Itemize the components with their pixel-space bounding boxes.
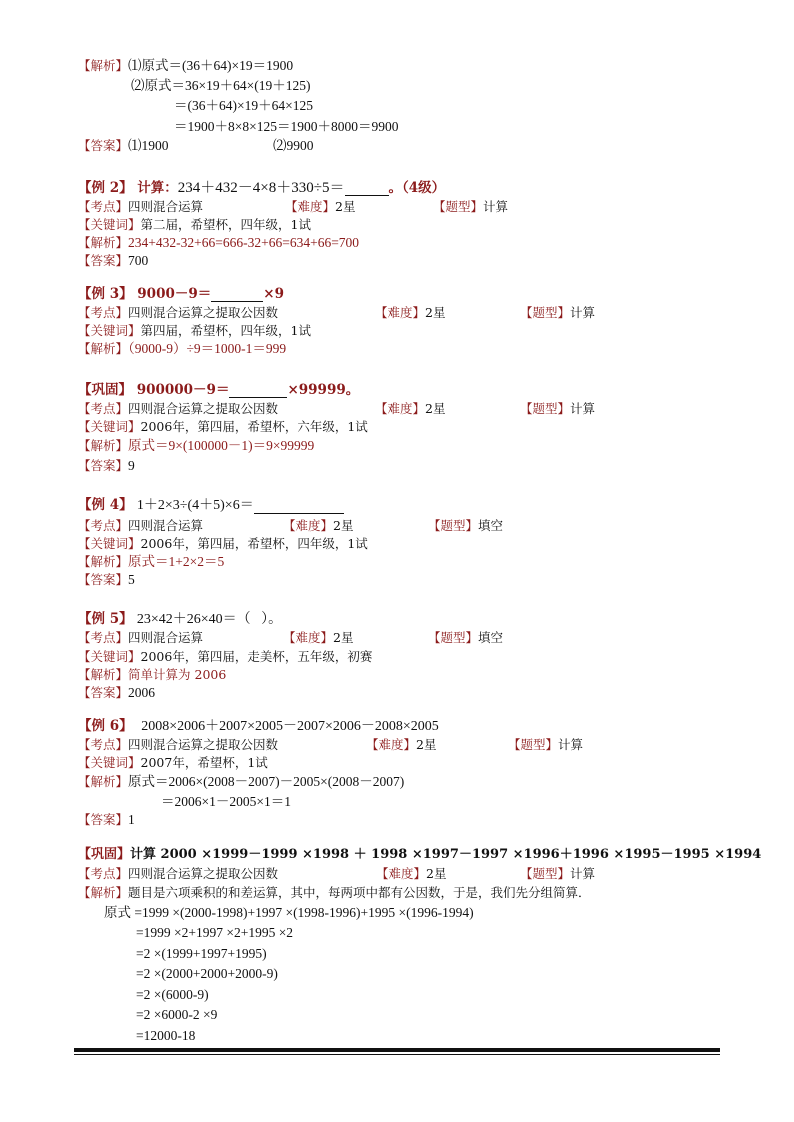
ex5-nandu [283,630,353,646]
ex4-nandu [283,518,353,534]
ex6-answer: 1 [128,812,135,827]
tixing-tag: 【题型】 [433,199,484,214]
ex4-keywords: 2006年，第四届，希望杯，四年级，1试 [140,536,368,551]
tixing-tag: 【题型】 [520,305,571,320]
ex6-analysis-1: 原式＝2006×(2008－2007)－2005×(2008－2007) [128,774,405,789]
gg2-step: 原式 =1999 ×(2000-1998)+1997 ×(1998-1996)+1995 ×(1996-1994) [104,905,474,920]
gg2-nandu [376,866,446,882]
gg1-keywords: 2006年，第四届，希望杯，六年级，1试 [140,419,368,434]
ex3-heading [78,286,284,302]
gg1-analysis-line [78,438,314,454]
ex3-nandu-value: 2星 [425,305,446,320]
nandu-tag: 【难度】 [366,737,417,752]
tixing-tag: 【题型】 [428,518,479,533]
footer-rule-thick [74,1048,720,1052]
tixing-tag: 【题型】 [520,866,571,881]
gg1-answer-blank [229,385,287,398]
ex4-answer-blank [254,501,344,514]
analysis-tag: 【解析】 [78,438,129,453]
ex3-kaodian: 四则混合运算之提取公因数 [128,305,279,320]
ex3-analysis: （9000-9）÷9＝1000-1＝999 [128,341,287,356]
kaodian-tag: 【考点】 [78,518,129,533]
ex6-nandu-value: 2星 [416,737,437,752]
ex2-label: 【例 2】 计算： [78,180,178,196]
ex5-answer: 2006 [128,685,156,700]
s1-analysis-line-1 [78,58,293,74]
keywords-tag: 【关键词】 [78,755,141,770]
gg2-step: =1999 ×2+1997 ×2+1995 ×2 [136,925,294,940]
analysis-tag: 【解析】 [78,341,129,356]
ex2-nandu [285,199,355,215]
gg2-heading [78,847,761,863]
ex3-suffix: ×9 [263,286,284,302]
analysis-tag: 【解析】 [78,58,129,73]
ex6-kaodian-line [78,737,278,753]
analysis-tag: 【解析】 [78,885,129,900]
ex4-tixing [428,518,503,534]
answer-tag: 【答案】 [78,685,129,700]
ex6-analysis-2: ＝2006×1－2005×1＝1 [161,794,291,809]
gg2-analysis-line [78,885,591,901]
gg2-title: 计算 2000 ×1999－1999 ×1998 ＋ 1998 ×1997－1997 ×1996＋1996 ×1995－1995 ×1994 [130,847,762,862]
gg2-step: =12000-18 [136,1028,196,1043]
gg2-nandu-value: 2星 [426,866,447,881]
ex6-answer-line [78,812,135,828]
ex2-analysis: 234+432-32+66=666-32+66=634+66=700 [128,235,360,250]
analysis-tag: 【解析】 [78,554,129,569]
s1-answer-line [78,138,169,154]
s1-step-4: ＝1900＋8×8×125＝1900＋8000＝9900 [174,119,399,134]
ex3-nandu [375,305,445,321]
ex4-keywords-line [78,536,368,552]
ex2-answer-line [78,253,148,269]
keywords-tag: 【关键词】 [78,217,141,232]
gg1-suffix: ×99999。 [287,382,360,398]
kaodian-tag: 【考点】 [78,401,129,416]
ex2-analysis-line [78,235,359,251]
footer-rule-thin [74,1054,720,1055]
gg1-label: 【巩固】 900000－9＝ [78,382,230,398]
keywords-tag: 【关键词】 [78,323,141,338]
ex6-nandu [366,737,436,753]
gg2-kaodian: 四则混合运算之提取公因数 [128,866,279,881]
ex2-kaodian-line [78,199,203,215]
gg1-answer-line [78,458,135,474]
kaodian-tag: 【考点】 [78,199,129,214]
s1-answer-a: ⑴1900 [128,138,169,153]
ex5-keywords: 2006年，第四届，走美杯，五年级，初赛 [140,649,373,664]
ex4-answer-line [78,572,135,588]
s1-answer-b: ⑵9900 [273,138,314,153]
gg1-tixing [520,401,595,417]
nandu-tag: 【难度】 [285,199,336,214]
kaodian-tag: 【考点】 [78,305,129,320]
keywords-tag: 【关键词】 [78,536,141,551]
ex4-kaodian: 四则混合运算 [128,518,204,533]
keywords-tag: 【关键词】 [78,419,141,434]
gg2-step: =2 ×(6000-9) [136,987,209,1002]
ex4-label: 【例 4】 [78,497,133,513]
ex3-tixing [520,305,595,321]
gg2-step: =2 ×6000-2 ×9 [136,1007,218,1022]
s1-step-3: ＝(36＋64)×19＋64×125 [174,98,313,113]
ex5-analysis-line [78,667,226,683]
ex6-heading [78,718,439,735]
ex2-answer: 700 [128,253,149,268]
ex2-tixing-value: 计算 [483,199,509,214]
gg1-kaodian: 四则混合运算之提取公因数 [128,401,279,416]
gg2-step: =2 ×(1999+1997+1995) [136,946,267,961]
ex4-answer: 5 [128,572,135,587]
ex5-analysis: 简单计算为 2006 [128,667,227,682]
ex3-analysis-line [78,341,286,357]
ex4-expression: 1＋2×3÷(4＋5)×6＝ [136,498,254,513]
ex6-keywords-line [78,755,268,771]
s1-step-2: ⑵原式＝36×19＋64×(19＋125) [131,78,311,93]
ex2-keywords: 第二届，希望杯，四年级，1试 [140,217,311,232]
nandu-tag: 【难度】 [375,401,426,416]
analysis-tag: 【解析】 [78,667,129,682]
ex3-label: 【例 3】 9000－9＝ [78,286,212,302]
answer-tag: 【答案】 [78,253,129,268]
ex3-keywords: 第四届，希望杯，四年级，1试 [140,323,311,338]
nandu-tag: 【难度】 [376,866,427,881]
kaodian-tag: 【考点】 [78,630,129,645]
gg2-kaodian-line [78,866,278,882]
ex5-label: 【例 5】 [78,611,133,627]
answer-tag: 【答案】 [78,812,129,827]
gg2-tixing [520,866,595,882]
ex2-heading [78,180,445,196]
gg2-analysis: 题目是六项乘积的和差运算，其中，每两项中都有公因数，于是，我们先分组简算． [128,885,591,900]
ex6-kaodian: 四则混合运算之提取公因数 [128,737,279,752]
gg1-tixing-value: 计算 [570,401,596,416]
s1-step-1: ⑴原式＝(36＋64)×19＝1900 [128,58,294,73]
gg1-kaodian-line [78,401,278,417]
answer-tag: 【答案】 [78,138,129,153]
ex5-tixing-value: 填空 [478,630,504,645]
ex3-tixing-value: 计算 [570,305,596,320]
ex4-analysis-line [78,554,224,570]
kaodian-tag: 【考点】 [78,737,129,752]
ex5-nandu-value: 2星 [333,630,354,645]
ex6-analysis-line [78,774,404,790]
ex5-keywords-line [78,649,372,665]
ex4-nandu-value: 2星 [333,518,354,533]
ex2-kaodian: 四则混合运算 [128,199,204,214]
nandu-tag: 【难度】 [283,630,334,645]
ex6-label: 【例 6】 [78,718,133,734]
answer-tag: 【答案】 [78,458,129,473]
gg1-nandu-value: 2星 [425,401,446,416]
ex2-suffix: 。（4级） [388,180,446,196]
ex6-expression: 2008×2006＋2007×2005－2007×2006－2008×2005 [141,719,439,734]
gg2-tixing-value: 计算 [570,866,596,881]
gg2-label: 【巩固】 [78,847,131,862]
ex2-keywords-line [78,217,311,233]
ex6-tixing [508,737,583,753]
gg2-step: =2 ×(2000+2000+2000-9) [136,966,278,981]
tixing-tag: 【题型】 [508,737,559,752]
ex6-keywords: 2007年，希望杯，1试 [140,755,268,770]
keywords-tag: 【关键词】 [78,649,141,664]
ex6-tixing-value: 计算 [558,737,584,752]
ex4-tixing-value: 填空 [478,518,504,533]
gg1-answer: 9 [128,458,135,473]
nandu-tag: 【难度】 [375,305,426,320]
ex3-keywords-line [78,323,311,339]
ex2-answer-blank [345,183,389,196]
nandu-tag: 【难度】 [283,518,334,533]
tixing-tag: 【题型】 [428,630,479,645]
kaodian-tag: 【考点】 [78,866,129,881]
ex5-expression: 23×42＋26×40＝（ ）。 [136,612,283,627]
ex5-kaodian: 四则混合运算 [128,630,204,645]
gg1-heading [78,382,359,398]
ex2-nandu-value: 2星 [335,199,356,214]
analysis-tag: 【解析】 [78,235,129,250]
answer-tag: 【答案】 [78,572,129,587]
tixing-tag: 【题型】 [520,401,571,416]
ex5-kaodian-line [78,630,203,646]
ex2-expression: 234＋432－4×8＋330÷5＝ [177,180,345,196]
gg1-keywords-line [78,419,368,435]
ex4-kaodian-line [78,518,203,534]
ex5-answer-line [78,685,155,701]
gg1-analysis: 原式＝9×(100000－1)＝9×99999 [128,438,315,453]
analysis-tag: 【解析】 [78,774,129,789]
ex4-analysis: 原式＝1+2×2＝5 [128,554,225,569]
ex3-kaodian-line [78,305,278,321]
ex3-answer-blank [211,289,263,302]
ex5-heading [78,611,282,628]
ex2-tixing [433,199,508,215]
ex5-tixing [428,630,503,646]
gg1-nandu [375,401,445,417]
ex4-heading [78,497,344,514]
